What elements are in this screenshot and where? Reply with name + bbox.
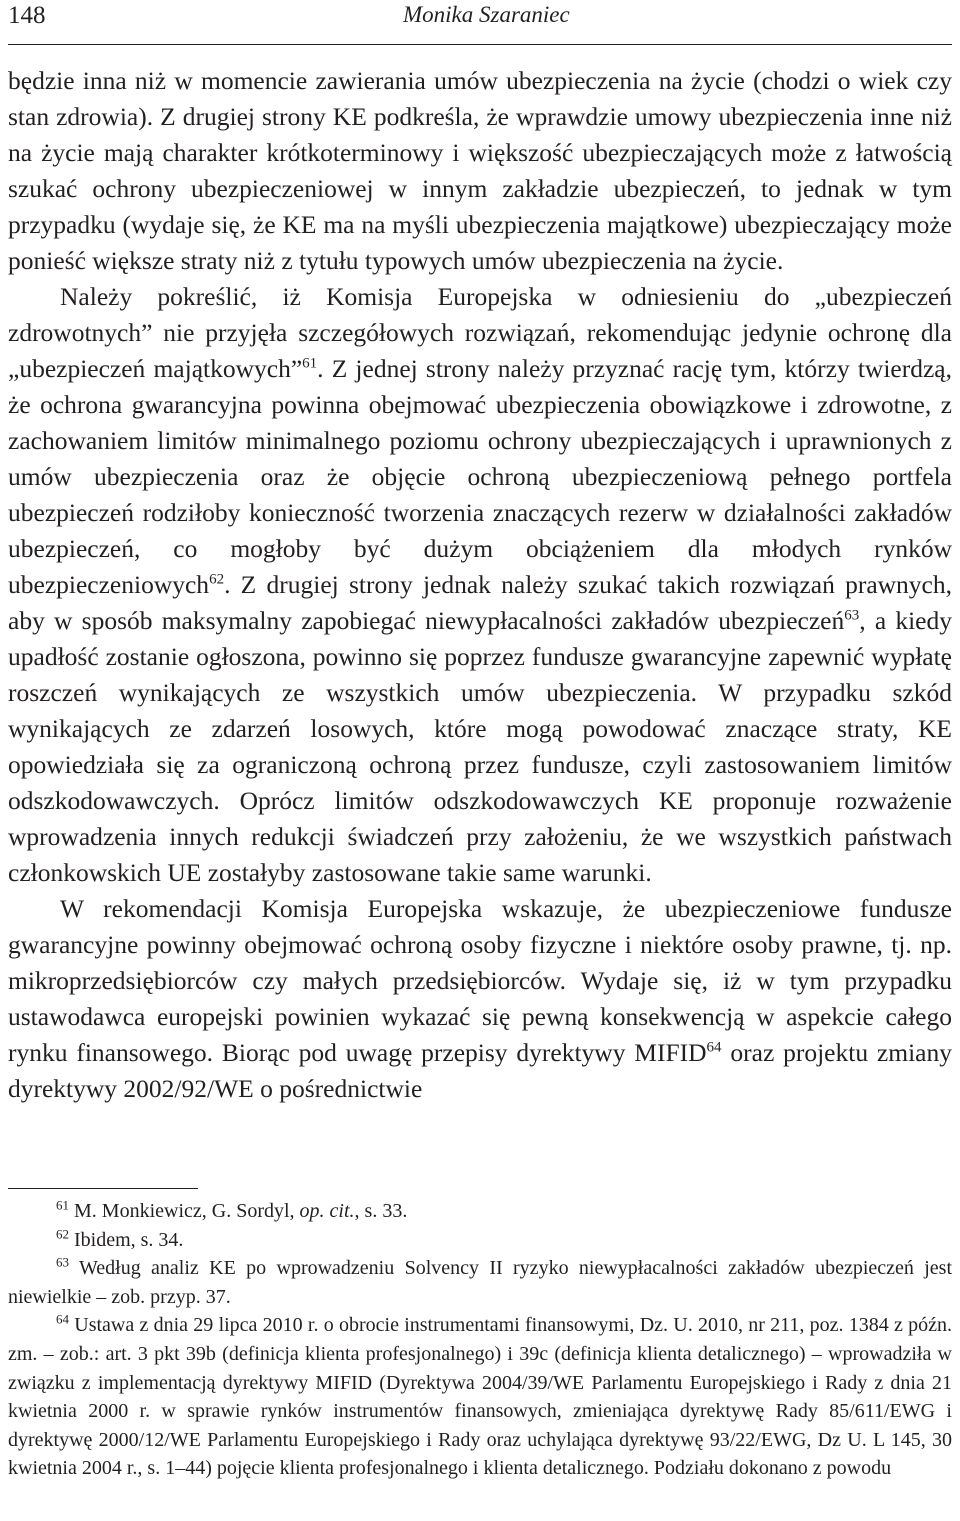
main-text xyxy=(8,63,952,1107)
footnote-italic: op. cit. xyxy=(299,1200,355,1222)
footnote-61 xyxy=(8,1197,952,1226)
footnote-ref-61[interactable]: 61 xyxy=(302,355,318,372)
footnote-separator xyxy=(8,1188,198,1189)
footnote-ref-63[interactable]: 63 xyxy=(844,607,860,624)
footnote-number: 61 xyxy=(56,1197,69,1213)
footnote-number: 62 xyxy=(56,1225,69,1241)
running-head-author: Monika Szaraniec xyxy=(403,2,570,27)
footnote-text-end: , s. 33. xyxy=(354,1200,408,1222)
footnote-64 xyxy=(8,1311,952,1483)
paragraph-1: będzie inna niż w momencie zawierania umów ubezpieczenia na życie (chodzi o wiek czy stan zdrowia). Z drugiej strony KE podkreśla, że wprawdzie umowy ubezpieczenia inne niż na życie mają charakter krótkoterminowy i większość ubezpieczających może z łatwością szukać ochrony ubezpieczeniowej w innym zakładzie ubezpieczeń, to jednak w tym przypadku (wydaje się, że KE ma na myśli ubezpieczenia majątkowe) ubezpieczający może ponieść większe straty niż z tytułu typowych umów ubezpieczenia na życie. xyxy=(8,66,952,275)
paragraph-2-text-d: , a kiedy upadłość zostanie ogłoszona, powinno się poprzez fundusze gwarancyjne zapewnić wypłatę roszczeń wynikających ze wszystkich umów ubezpieczenia. W przypadku szkód wynikających ze zdarzeń losowych, które mogą powodować znaczące straty, KE opowiedziała się za ograniczoną ochroną przez fundusze, czyli zastosowaniem limitów odszkodowawczych. Oprócz limitów odszkodowawczych KE proponuje rozważenie wprowadzenia innych redukcji świadczeń przy założeniu, że we wszystkich państwach członkowskich UE zostałyby zastosowane takie same warunki. xyxy=(8,606,952,887)
paragraph-3-text-a: W rekomendacji Komisja Europejska wskazuje, że ubezpieczeniowe fundusze gwarancyjne powinny obejmować ochroną osoby fizyczne i niektóre osoby prawne, tj. np. mikroprzedsiębiorców czy małych przedsiębiorców. Wydaje się, iż w tym przypadku ustawodawca europejski powinien wykazać się pewną konsekwencją w aspekcie całego rynku finansowego. Biorąc pod uwagę przepisy dyrektywy MIFID xyxy=(8,894,952,1067)
paragraph-2-text-c: . Z drugiej strony jednak należy szukać takich rozwiązań prawnych, aby w sposób maksymalny zapobiegać niewypłacalności zakładów ubezpieczeń xyxy=(8,570,952,635)
footnotes xyxy=(8,1197,952,1483)
page-number: 148 xyxy=(8,2,46,29)
footnote-text: Ustawa z dnia 29 lipca 2010 r. o obrocie instrumentami finansowymi, Dz. U. 2010, nr 211, poz. 1384 z późn. zm. – zob.: art. 3 pkt 39b (definicja klienta profesjonalnego) i 39c (definicja klienta detalicznego) – wprowadziła w związku z implementacją dyrektywy MIFID (Dyrektywa 2004/39/WE Parlamentu Europejskiego i Rady z dnia 21 kwietnia 2000 r. w sprawie rynków instrumentów finansowych, zmieniająca dyrektywę Rady 85/611/EWG i dyrektywę 2000/12/WE Parlamentu Europejskiego i Rady oraz uchylająca dyrektywę 93/22/EWG, Dz U. L 145, 30 kwietnia 2004 r., s. 1–44) pojęcie klienta profesjonalnego i klienta detalicznego. Podziału dokonano z powodu xyxy=(8,1314,953,1480)
footnote-text: M. Monkiewicz, G. Sordyl, xyxy=(74,1200,300,1222)
paragraph-2-text-b: . Z jednej strony należy przyznać rację tym, którzy twierdzą, że ochrona gwarancyjna powinna obejmować ubezpieczenia obowiązkowe i zdrowotne, z zachowaniem limitów minimalnego poziomu ochrony ubezpieczających i uprawnionych z umów ubezpieczenia oraz że objęcie ochroną ubezpieczeniową pełnego portfela ubezpieczeń rodziłoby konieczność tworzenia znaczących rezerw w działalności zakładów ubezpieczeń, co mogłoby być dużym obciążeniem dla młodych rynków ubezpieczeniowych xyxy=(8,354,952,599)
paragraph-2 xyxy=(8,279,952,891)
paragraph-3-text-b: oraz projektu zmiany dyrektywy 2002/92/WE o pośrednictwie xyxy=(8,1038,952,1103)
footnote-ref-62[interactable]: 62 xyxy=(209,571,225,588)
footnote-number: 63 xyxy=(56,1254,69,1270)
running-header xyxy=(8,0,952,45)
footnote-text: Według analiz KE po wprowadzeniu Solvency II ryzyko niewypłacalności zakładów ubezpieczeń jest niewielkie – zob. przyp. 37. xyxy=(8,1257,953,1308)
footnote-ref-64[interactable]: 64 xyxy=(706,1039,722,1056)
paragraph-3 xyxy=(8,891,952,1107)
footnote-62 xyxy=(8,1226,952,1255)
paragraph-2-text-a: Należy pokreślić, iż Komisja Europejska w odniesieniu do „ubezpieczeń zdrowotnych” nie przyjęła szczegółowych rozwiązań, rekomendując jedynie ochronę dla „ubezpieczeń majątkowych” xyxy=(8,282,952,383)
footnote-text: Ibidem, s. 34. xyxy=(74,1228,184,1251)
footnote-number: 64 xyxy=(56,1311,69,1327)
footnote-63 xyxy=(8,1254,952,1311)
